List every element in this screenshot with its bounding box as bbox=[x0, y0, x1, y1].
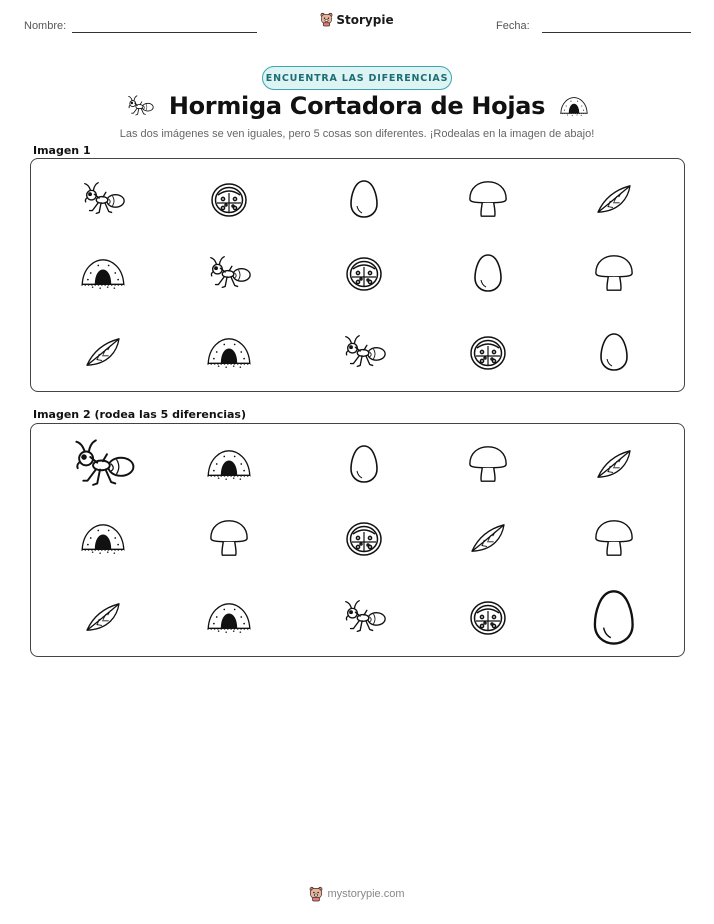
panel1-label: Imagen 1 bbox=[33, 144, 91, 157]
leaf-icon bbox=[595, 448, 633, 480]
grid-cell bbox=[79, 179, 127, 219]
anthill-icon bbox=[559, 93, 589, 119]
ant-icon bbox=[79, 179, 127, 219]
grid-cell bbox=[79, 256, 127, 290]
panel2-label: Imagen 2 (rodea las 5 diferencias) bbox=[33, 408, 247, 421]
date-label: Fecha: bbox=[496, 20, 530, 32]
image-1-panel bbox=[30, 158, 685, 392]
instructions: Las dos imágenes se ven iguales, pero 5 cosas son diferentes. ¡Rodealas en la imagen de abajo! bbox=[119, 128, 595, 140]
page-title: Hormiga Cortadora de Hojas bbox=[168, 92, 546, 120]
mushroom-icon bbox=[208, 518, 250, 558]
anthill-icon bbox=[79, 256, 127, 290]
grid-cell bbox=[84, 336, 122, 368]
egg-icon bbox=[599, 331, 629, 373]
grid-cell[interactable] bbox=[469, 522, 507, 554]
leaf-nest-icon bbox=[344, 517, 384, 559]
ant-icon bbox=[205, 253, 253, 293]
mushroom-icon bbox=[593, 253, 635, 293]
egg-icon bbox=[349, 443, 379, 485]
grid-cell bbox=[344, 252, 384, 294]
leaf-icon bbox=[595, 183, 633, 215]
leaf-nest-icon bbox=[209, 178, 249, 220]
egg-icon bbox=[592, 587, 636, 648]
image-2-panel[interactable] bbox=[30, 423, 685, 657]
date-line[interactable] bbox=[542, 32, 691, 33]
mushroom-icon bbox=[467, 179, 509, 219]
mushroom-icon bbox=[593, 518, 635, 558]
grid-cell[interactable] bbox=[467, 444, 509, 484]
grid-cell bbox=[595, 183, 633, 215]
grid-cell bbox=[349, 178, 379, 220]
grid-cell bbox=[468, 331, 508, 373]
storypie-bear-icon bbox=[320, 12, 333, 27]
storypie-bear-icon bbox=[309, 886, 323, 902]
anthill-icon bbox=[205, 600, 253, 634]
anthill-icon bbox=[205, 447, 253, 481]
leaf-nest-icon bbox=[468, 596, 508, 638]
name-label: Nombre: bbox=[24, 20, 67, 32]
grid-cell[interactable] bbox=[595, 448, 633, 480]
grid-cell[interactable] bbox=[84, 601, 122, 633]
anthill-icon bbox=[79, 521, 127, 555]
grid-cell bbox=[205, 253, 253, 293]
egg-icon bbox=[349, 178, 379, 220]
mushroom-icon bbox=[467, 444, 509, 484]
leaf-icon bbox=[84, 336, 122, 368]
ant-icon bbox=[68, 435, 138, 493]
brand bbox=[0, 12, 714, 27]
ant-icon bbox=[340, 332, 388, 372]
grid-cell[interactable] bbox=[593, 518, 635, 558]
footer bbox=[0, 886, 714, 902]
grid-cell[interactable] bbox=[79, 521, 127, 555]
footer-url: mystorypie.com bbox=[327, 888, 405, 900]
grid-cell[interactable] bbox=[205, 447, 253, 481]
brand-name: Storypie bbox=[336, 12, 394, 27]
grid-cell bbox=[205, 335, 253, 369]
grid-cell[interactable] bbox=[205, 600, 253, 634]
leaf-nest-icon bbox=[468, 331, 508, 373]
title-row bbox=[0, 92, 714, 120]
grid-cell bbox=[473, 252, 503, 294]
grid-cell bbox=[599, 331, 629, 373]
grid-cell[interactable] bbox=[208, 518, 250, 558]
anthill-icon bbox=[205, 335, 253, 369]
name-line[interactable] bbox=[72, 32, 257, 33]
leaf-nest-icon bbox=[344, 252, 384, 294]
grid-cell[interactable] bbox=[68, 435, 138, 493]
leaf-icon bbox=[469, 522, 507, 554]
grid-cell[interactable] bbox=[344, 517, 384, 559]
grid-cell[interactable] bbox=[340, 597, 388, 637]
grid-cell bbox=[467, 179, 509, 219]
grid-cell[interactable] bbox=[349, 443, 379, 485]
ant-icon bbox=[125, 93, 155, 119]
grid-cell[interactable] bbox=[592, 587, 636, 648]
leaf-icon bbox=[84, 601, 122, 633]
grid-cell bbox=[209, 178, 249, 220]
grid-cell[interactable] bbox=[468, 596, 508, 638]
grid-cell bbox=[593, 253, 635, 293]
activity-badge: ENCUENTRA LAS DIFERENCIAS bbox=[262, 66, 452, 90]
egg-icon bbox=[473, 252, 503, 294]
grid-cell bbox=[340, 332, 388, 372]
ant-icon bbox=[340, 597, 388, 637]
